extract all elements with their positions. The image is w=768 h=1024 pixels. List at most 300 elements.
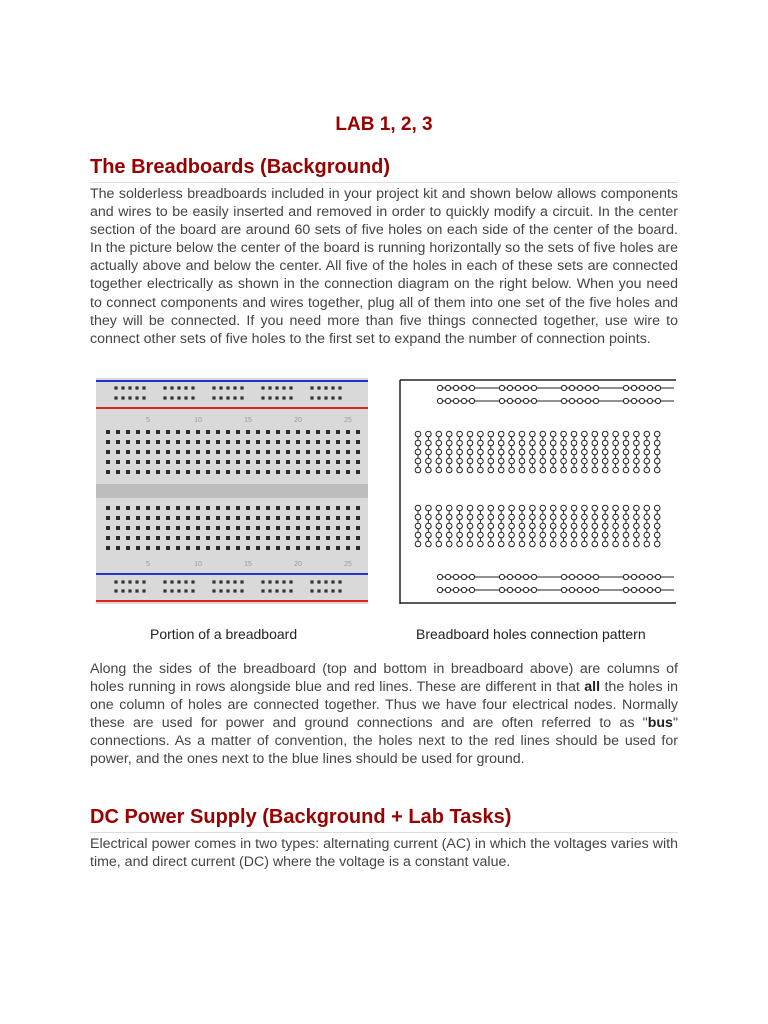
terminal-hole	[146, 470, 150, 474]
terminal-hole	[236, 470, 240, 474]
terminal-hole-circle	[623, 449, 629, 455]
terminal-hole	[246, 430, 250, 434]
terminal-hole	[336, 516, 340, 520]
rail-hole	[261, 580, 264, 583]
terminal-hole	[126, 526, 130, 530]
terminal-hole	[276, 440, 280, 444]
terminal-hole	[166, 526, 170, 530]
rail-hole-circle	[585, 385, 590, 390]
rail-hole	[184, 386, 187, 389]
terminal-hole-circle	[654, 505, 660, 511]
terminal-hole	[216, 460, 220, 464]
terminal-hole	[196, 526, 200, 530]
terminal-hole	[156, 470, 160, 474]
rail-hole	[177, 589, 180, 592]
rail-hole-circle	[631, 398, 636, 403]
terminal-hole	[326, 506, 330, 510]
rail-hole	[163, 386, 166, 389]
terminal-hole-circle	[654, 532, 660, 538]
rail-hole-circle	[561, 587, 566, 592]
terminal-hole	[356, 430, 360, 434]
rail-hole-circle	[593, 587, 598, 592]
terminal-hole	[296, 430, 300, 434]
rail-hole	[233, 396, 236, 399]
terminal-hole-circle	[571, 514, 577, 520]
terminal-hole-circle	[519, 505, 525, 511]
rail-hole	[226, 386, 229, 389]
terminal-hole	[216, 516, 220, 520]
rail-hole-circle	[569, 385, 574, 390]
rail-hole	[219, 386, 222, 389]
terminal-hole-circle	[644, 523, 650, 529]
rail-hole-circle	[515, 385, 520, 390]
terminal-hole	[346, 536, 350, 540]
terminal-hole-circle	[488, 505, 494, 511]
terminal-hole-circle	[519, 541, 525, 547]
terminal-hole-circle	[467, 431, 473, 437]
terminal-hole	[196, 470, 200, 474]
terminal-hole-circle	[582, 458, 588, 464]
rail-hole-circle	[569, 587, 574, 592]
column-number: 20	[294, 561, 302, 568]
terminal-hole	[176, 460, 180, 464]
terminal-hole-circle	[623, 467, 629, 473]
terminal-hole	[286, 526, 290, 530]
terminal-hole	[176, 516, 180, 520]
terminal-hole	[116, 526, 120, 530]
rail-hole	[114, 580, 117, 583]
terminal-hole-circle	[540, 440, 546, 446]
terminal-hole-circle	[415, 514, 421, 520]
rail-hole	[324, 386, 327, 389]
terminal-hole	[336, 536, 340, 540]
terminal-hole	[236, 440, 240, 444]
column-number: 20	[294, 417, 302, 424]
terminal-hole-circle	[613, 541, 619, 547]
terminal-hole-circle	[561, 458, 567, 464]
rail-hole-circle	[531, 385, 536, 390]
rail-hole-circle	[437, 587, 442, 592]
terminal-hole	[196, 506, 200, 510]
column-number: 15	[244, 417, 252, 424]
terminal-hole-circle	[550, 532, 556, 538]
terminal-hole	[166, 470, 170, 474]
terminal-hole	[126, 450, 130, 454]
rail-hole-circle	[655, 385, 660, 390]
terminal-hole-circle	[426, 514, 432, 520]
terminal-hole-circle	[426, 440, 432, 446]
terminal-hole	[156, 526, 160, 530]
terminal-hole-circle	[509, 449, 515, 455]
rail-hole-circle	[507, 587, 512, 592]
terminal-hole	[156, 430, 160, 434]
rail-hole-circle	[593, 574, 598, 579]
terminal-hole	[156, 536, 160, 540]
bus-text-1: Along the sides of the breadboard (top and bottom in breadboard above) are columns of holes running in rows alongside blue and red lines. These are different in that	[90, 661, 678, 696]
rail-hole	[163, 580, 166, 583]
terminal-hole	[106, 450, 110, 454]
terminal-hole	[106, 526, 110, 530]
terminal-hole-circle	[582, 523, 588, 529]
terminal-hole	[226, 516, 230, 520]
terminal-hole	[356, 440, 360, 444]
terminal-hole-circle	[415, 523, 421, 529]
rail-hole	[128, 386, 131, 389]
terminal-hole-circle	[478, 541, 484, 547]
rail-hole	[184, 580, 187, 583]
terminal-hole-circle	[446, 541, 452, 547]
rail-hole	[121, 386, 124, 389]
terminal-hole	[346, 516, 350, 520]
terminal-hole-circle	[634, 449, 640, 455]
terminal-hole-circle	[561, 449, 567, 455]
terminal-hole	[256, 440, 260, 444]
terminal-hole	[206, 450, 210, 454]
terminal-hole	[156, 460, 160, 464]
terminal-hole-circle	[613, 523, 619, 529]
rail-hole-circle	[639, 574, 644, 579]
rail-hole-circle	[469, 398, 474, 403]
rail-hole	[338, 396, 341, 399]
terminal-hole-circle	[426, 541, 432, 547]
bus-bold-bus: bus	[647, 715, 673, 732]
terminal-hole	[326, 460, 330, 464]
terminal-hole-circle	[561, 532, 567, 538]
terminal-hole	[356, 460, 360, 464]
rail-hole-circle	[445, 587, 450, 592]
rail-hole-circle	[561, 398, 566, 403]
terminal-hole	[336, 526, 340, 530]
terminal-hole	[116, 430, 120, 434]
terminal-hole	[216, 506, 220, 510]
terminal-hole	[256, 546, 260, 550]
rail-hole	[240, 580, 243, 583]
terminal-hole-circle	[530, 458, 536, 464]
terminal-hole-circle	[654, 458, 660, 464]
terminal-hole	[256, 506, 260, 510]
terminal-hole-circle	[467, 449, 473, 455]
terminal-hole-circle	[498, 523, 504, 529]
terminal-hole	[296, 526, 300, 530]
terminal-hole-circle	[602, 505, 608, 511]
terminal-hole-circle	[550, 431, 556, 437]
terminal-hole	[126, 470, 130, 474]
terminal-hole	[216, 526, 220, 530]
terminal-hole-circle	[478, 523, 484, 529]
terminal-hole	[346, 460, 350, 464]
terminal-hole-circle	[478, 440, 484, 446]
terminal-hole-circle	[613, 514, 619, 520]
terminal-hole-circle	[415, 532, 421, 538]
terminal-hole-circle	[488, 440, 494, 446]
terminal-hole	[166, 546, 170, 550]
terminal-hole	[116, 546, 120, 550]
rail-hole	[212, 589, 215, 592]
terminal-hole	[276, 470, 280, 474]
terminal-hole	[346, 546, 350, 550]
rail-hole-circle	[585, 587, 590, 592]
terminal-hole-circle	[613, 505, 619, 511]
terminal-hole-circle	[426, 523, 432, 529]
terminal-hole	[126, 536, 130, 540]
terminal-hole	[196, 546, 200, 550]
lab-title: LAB 1, 2, 3	[335, 114, 433, 135]
terminal-hole-circle	[571, 532, 577, 538]
terminal-hole-circle	[415, 458, 421, 464]
rail-hole	[261, 386, 264, 389]
rail-hole-circle	[461, 385, 466, 390]
rail-hole-circle	[523, 385, 528, 390]
section-heading-dc-power: DC Power Supply (Background + Lab Tasks)	[90, 806, 678, 833]
terminal-hole	[246, 546, 250, 550]
rail-hole-circle	[453, 398, 458, 403]
terminal-hole	[286, 430, 290, 434]
breadboards-paragraph: The solderless breadboards included in your project kit and shown below allows components and wires to be easily inserted and removed in order to quickly modify a circuit. In the center section of the board are around 60 sets of five holes on each side of the center of the board. In the picture below the center of the board is running horizontally so the sets of five holes are actually above and below the center. All five of the holes in each of these sets are connected together electrically as shown in the connection diagram on the right below. When you need to connect components and wires together, plug all of them into one set of the five holes and they will be connected. If you need more than five things connected together, use wire to connect other sets of five holes to the first set to expand the number of connection points.	[90, 186, 678, 347]
terminal-hole-circle	[457, 541, 463, 547]
terminal-hole	[246, 460, 250, 464]
terminal-hole-circle	[582, 431, 588, 437]
breadboard-caption: Portion of a breadboard	[150, 626, 298, 642]
terminal-hole-circle	[530, 440, 536, 446]
rail-hole	[163, 589, 166, 592]
terminal-hole-circle	[592, 541, 598, 547]
terminal-hole	[296, 440, 300, 444]
terminal-hole-circle	[634, 467, 640, 473]
rail-hole	[310, 386, 313, 389]
terminal-hole-circle	[415, 449, 421, 455]
rail-hole	[324, 580, 327, 583]
rail-hole-circle	[647, 398, 652, 403]
terminal-hole-circle	[644, 431, 650, 437]
rail-hole-circle	[445, 398, 450, 403]
bus-bold-all: all	[584, 679, 601, 696]
rail-hole-circle	[631, 385, 636, 390]
rail-hole-circle	[531, 574, 536, 579]
terminal-hole	[306, 536, 310, 540]
rail-hole	[212, 580, 215, 583]
rail-hole-circle	[655, 574, 660, 579]
rail-hole-circle	[639, 385, 644, 390]
rail-hole-circle	[461, 398, 466, 403]
terminal-hole-circle	[623, 523, 629, 529]
rail-hole	[121, 580, 124, 583]
terminal-hole-circle	[478, 449, 484, 455]
rail-hole-circle	[437, 574, 442, 579]
terminal-hole-circle	[530, 467, 536, 473]
rail-hole	[191, 386, 194, 389]
terminal-hole	[176, 526, 180, 530]
terminal-hole-circle	[498, 449, 504, 455]
terminal-hole-circle	[436, 467, 442, 473]
rail-hole-circle	[507, 574, 512, 579]
rail-hole	[275, 580, 278, 583]
terminal-hole	[226, 440, 230, 444]
rail-hole	[282, 386, 285, 389]
rail-hole	[121, 589, 124, 592]
terminal-hole	[236, 450, 240, 454]
terminal-hole	[226, 460, 230, 464]
rail-hole-circle	[623, 385, 628, 390]
terminal-hole	[136, 440, 140, 444]
rail-hole-circle	[647, 574, 652, 579]
terminal-hole	[286, 460, 290, 464]
rail-hole	[170, 396, 173, 399]
terminal-hole	[326, 536, 330, 540]
terminal-hole-circle	[540, 458, 546, 464]
terminal-hole-circle	[613, 431, 619, 437]
terminal-hole-circle	[436, 505, 442, 511]
column-number: 5	[146, 561, 150, 568]
rail-hole-circle	[499, 398, 504, 403]
terminal-hole-circle	[582, 541, 588, 547]
dc-power-paragraph: Electrical power comes in two types: alternating current (AC) in which the voltages varies with time, and direct current (DC) where the voltage is a constant value.	[90, 836, 678, 871]
rail-hole	[275, 386, 278, 389]
terminal-hole	[326, 546, 330, 550]
rail-hole-circle	[577, 587, 582, 592]
terminal-hole-circle	[571, 505, 577, 511]
terminal-hole	[226, 536, 230, 540]
rail-hole-circle	[523, 574, 528, 579]
rail-hole-circle	[561, 574, 566, 579]
rail-hole	[219, 396, 222, 399]
terminal-hole	[336, 546, 340, 550]
rail-hole-circle	[577, 398, 582, 403]
terminal-hole-circle	[509, 467, 515, 473]
terminal-hole-circle	[457, 431, 463, 437]
terminal-hole	[286, 470, 290, 474]
rail-hole	[163, 396, 166, 399]
rail-hole	[324, 589, 327, 592]
terminal-hole	[116, 470, 120, 474]
terminal-hole-circle	[457, 440, 463, 446]
terminal-hole-circle	[644, 541, 650, 547]
terminal-hole	[136, 546, 140, 550]
terminal-hole-circle	[457, 532, 463, 538]
terminal-hole	[296, 516, 300, 520]
rail-hole-circle	[507, 398, 512, 403]
terminal-hole	[256, 460, 260, 464]
terminal-hole-circle	[634, 440, 640, 446]
terminal-hole	[186, 460, 190, 464]
terminal-hole	[236, 460, 240, 464]
rail-hole	[310, 396, 313, 399]
terminal-hole	[296, 536, 300, 540]
rail-hole-circle	[577, 385, 582, 390]
terminal-hole	[276, 460, 280, 464]
terminal-hole	[176, 450, 180, 454]
rail-hole	[184, 589, 187, 592]
terminal-hole	[126, 430, 130, 434]
terminal-hole-circle	[602, 431, 608, 437]
terminal-hole-circle	[592, 467, 598, 473]
terminal-hole-circle	[426, 449, 432, 455]
terminal-hole	[146, 526, 150, 530]
terminal-hole	[316, 470, 320, 474]
rail-hole	[261, 396, 264, 399]
terminal-hole-circle	[530, 541, 536, 547]
rail-hole	[226, 589, 229, 592]
rail-hole	[240, 386, 243, 389]
terminal-hole-circle	[498, 467, 504, 473]
terminal-hole	[306, 450, 310, 454]
terminal-hole	[316, 460, 320, 464]
terminal-hole-circle	[519, 440, 525, 446]
terminal-hole-circle	[467, 467, 473, 473]
terminal-hole	[306, 440, 310, 444]
terminal-hole	[146, 430, 150, 434]
rail-hole	[331, 386, 334, 389]
terminal-hole	[296, 546, 300, 550]
terminal-hole-circle	[446, 532, 452, 538]
terminal-hole-circle	[654, 467, 660, 473]
terminal-hole-circle	[592, 449, 598, 455]
terminal-hole	[306, 460, 310, 464]
terminal-hole-circle	[519, 514, 525, 520]
terminal-hole	[326, 516, 330, 520]
terminal-hole-circle	[509, 440, 515, 446]
bus-paragraph	[90, 660, 678, 769]
terminal-hole	[206, 506, 210, 510]
terminal-hole-circle	[530, 505, 536, 511]
terminal-hole-circle	[613, 467, 619, 473]
terminal-hole-circle	[498, 541, 504, 547]
rail-hole-circle	[499, 574, 504, 579]
terminal-hole	[256, 430, 260, 434]
terminal-hole	[146, 546, 150, 550]
terminal-hole	[176, 546, 180, 550]
rail-hole-circle	[623, 398, 628, 403]
rail-hole-circle	[445, 574, 450, 579]
terminal-hole-circle	[561, 514, 567, 520]
terminal-hole	[206, 440, 210, 444]
terminal-hole-circle	[644, 532, 650, 538]
terminal-hole	[186, 430, 190, 434]
rail-hole	[114, 386, 117, 389]
rail-hole	[142, 386, 145, 389]
terminal-hole-circle	[623, 440, 629, 446]
terminal-hole	[256, 470, 260, 474]
rail-hole-circle	[461, 587, 466, 592]
rail-hole	[289, 580, 292, 583]
terminal-hole	[246, 516, 250, 520]
terminal-hole	[316, 546, 320, 550]
terminal-hole-circle	[561, 505, 567, 511]
terminal-hole-circle	[561, 467, 567, 473]
terminal-hole	[166, 450, 170, 454]
rail-hole	[268, 580, 271, 583]
terminal-hole	[206, 516, 210, 520]
terminal-hole-circle	[550, 458, 556, 464]
terminal-hole	[106, 516, 110, 520]
terminal-hole	[276, 516, 280, 520]
terminal-hole	[186, 516, 190, 520]
terminal-hole-circle	[436, 541, 442, 547]
rail-hole	[233, 386, 236, 389]
terminal-hole	[266, 506, 270, 510]
terminal-hole	[166, 506, 170, 510]
terminal-hole	[196, 536, 200, 540]
terminal-hole	[286, 506, 290, 510]
rail-hole	[233, 589, 236, 592]
terminal-hole	[156, 440, 160, 444]
terminal-hole	[216, 546, 220, 550]
column-number: 15	[244, 561, 252, 568]
terminal-hole	[136, 516, 140, 520]
terminal-hole-circle	[550, 467, 556, 473]
rail-hole	[135, 589, 138, 592]
terminal-hole	[196, 460, 200, 464]
terminal-hole	[146, 460, 150, 464]
